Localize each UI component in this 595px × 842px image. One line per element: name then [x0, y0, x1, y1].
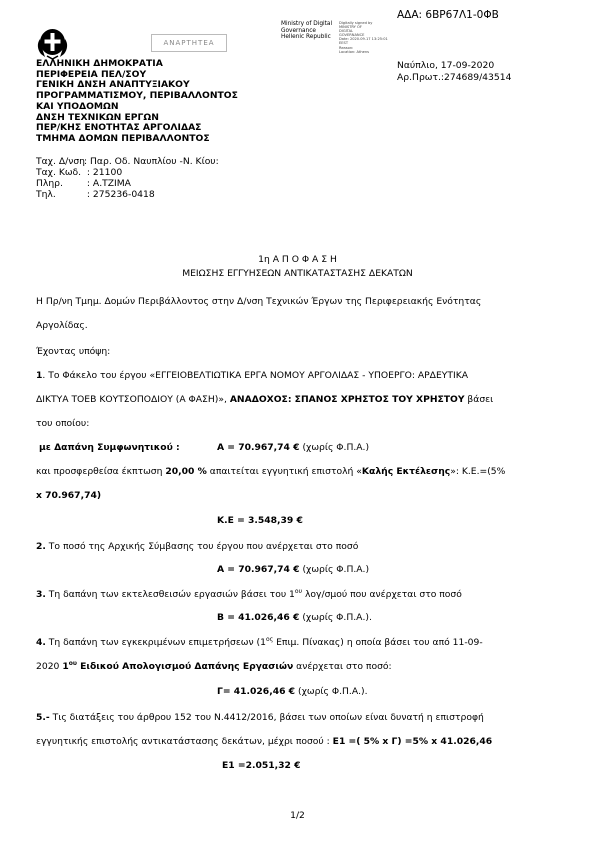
item-text: Τις διατάξεις του άρθρου 152 του Ν.4412/2016, βάσει των οποίων είναι δυνατή η επιστροφή — [49, 712, 484, 723]
item-text: 2020 — [36, 661, 63, 673]
info-row — [36, 178, 219, 189]
vat-note: (χωρίς Φ.Π.Α.). — [295, 686, 368, 697]
signature-line: GOVERNANCE — [339, 33, 365, 38]
item-number: 4. — [36, 637, 46, 649]
signature-line: Reason: — [339, 45, 354, 50]
guarantee-amount: Κ.Ε = 3.548,39 € — [217, 515, 303, 526]
item-number: 1 — [36, 370, 43, 381]
contract-row — [39, 442, 180, 453]
decision-subtitle: ΜΕΙΩΣΗΣ ΕΓΓΥΗΣΕΩΝ ΑΝΤΙΚΑΤΑΣΤΑΣΗΣ ΔΕΚΑΤΩΝ — [182, 268, 413, 279]
contract-amount — [217, 442, 369, 453]
header-line: ΓΕΝΙΚΗ ΔΝΣΗ ΑΝΑΠΤΥΞΙΑΚΟΥ — [36, 79, 190, 91]
greek-emblem-icon — [35, 27, 70, 60]
digital-signature-block — [339, 21, 388, 54]
discount-line-2: x 70.967,74) — [36, 490, 102, 501]
item-2-amount — [217, 564, 369, 575]
info-value: : Α.ΤΖΙΜΑ — [84, 178, 131, 189]
info-value: : 275236-0418 — [84, 189, 155, 200]
signature-line: Location: Athens — [339, 49, 369, 54]
header-line: ΠΕΡ/ΚΗΣ ΕΝΟΤΗΤΑΣ ΑΡΓΟΛΙΔΑΣ — [36, 122, 202, 134]
decision-title: 1η Α Π Ο Φ Α Σ Η — [258, 254, 337, 265]
header-line: ΚΑΙ ΥΠΟΔΟΜΩΝ — [36, 100, 119, 112]
item-text: ανέρχεται στο ποσό: — [293, 661, 392, 673]
intro-line: Η Πρ/νη Τμημ. Δομών Περιβάλλοντος στην Δ/νση Τεχνικών Έργων της Περιφερειακής Ενότητας — [36, 296, 482, 307]
amount-value: Γ= 41.026,46 € — [217, 686, 296, 697]
item-text: Τη δαπάνη των εκτελεσθεισών εργασιών βάσει του 1 — [45, 589, 295, 601]
formula: Ε1 =( 5% x Γ) =5% x 41.026,46 — [332, 736, 493, 747]
header-line: ΔΝΣΗ ΤΕΧΝΙΚΩΝ ΕΡΓΩΝ — [36, 111, 159, 123]
guarantee-type: Καλής Εκτέλεσης — [361, 466, 451, 477]
posting-badge: ΑΝΑΡΤΗΤΕΑ — [151, 34, 227, 52]
item-text: . Το Φάκελο του έργου «ΕΓΓΕΙΟΒΕΛΤΙΩΤΙΚΑ ΕΡΓΑ ΝΟΜΟΥ ΑΡΓΟΛΙΔΑΣ - ΥΠΟΕΡΓΟ: ΑΡΔΕΥΤΙΚΑ — [42, 370, 469, 381]
item-number: 5.- — [36, 712, 50, 723]
item-1-line — [36, 394, 493, 405]
info-row — [36, 156, 219, 167]
superscript: ος — [265, 636, 274, 643]
ministry-line: Governance — [281, 27, 316, 34]
item-text: εγγυητικής επιστολής αντικατάστασης δεκάτων, μέχρι ποσού : — [36, 736, 333, 747]
ministry-line: Ministry of Digital — [281, 21, 333, 27]
signature-line: EEST — [339, 41, 349, 46]
item-3-amount — [217, 612, 372, 623]
ada-code: ΑΔΑ: 6ΒΡ67Λ1-0ΦΒ — [397, 9, 499, 21]
item-text: Τη δαπάνη των εγκεκριμένων επιμετρήσεων (1 — [45, 637, 266, 649]
intro-line: Αργολίδας. — [36, 320, 88, 331]
item-text: και προσφερθείσα έκπτωση — [36, 466, 166, 477]
contract-label: με Δαπάνη Συμφωνητικού : — [39, 442, 180, 453]
superscript: ου — [294, 588, 303, 595]
item-text: βάσει — [464, 394, 494, 405]
signature-line: Digitally signed by — [339, 21, 373, 25]
protocol-number: Αρ.Πρωτ.:274689/43514 — [397, 72, 512, 83]
item-text: απαιτείται εγγυητική επιστολή « — [206, 466, 362, 477]
item-text: Επιμ. Πίνακας) η οποία βάσει του από 11-09- — [273, 637, 483, 649]
contractor: ΑΝΑΔΟΧΟΣ: ΣΠΑΝΟΣ ΧΡΗΣΤΟΣ ΤΟΥ ΧΡΗΣΤΟΥ — [229, 394, 465, 405]
header-line: ΠΕΡΙΦΕΡΕΙΑ ΠΕΛ/ΣΟΥ — [36, 68, 147, 80]
item-2-line — [36, 541, 358, 552]
discount-line — [36, 466, 505, 477]
item-4-line-2 — [36, 660, 392, 672]
amount-value: Α = 70.967,74 € — [217, 564, 300, 575]
document-date: Ναύπλιο, 17-09-2020 — [397, 60, 495, 71]
item-text: λογ/σμού που ανέρχεται στο ποσό — [302, 589, 462, 601]
signature-line: Date: 2020.09.17 13:25:01 — [339, 37, 388, 42]
contact-info — [36, 156, 219, 200]
item-4-amount — [217, 686, 368, 697]
info-label: Ταχ. Κωδ. — [36, 167, 82, 178]
vat-note: (χωρίς Φ.Π.Α.). — [299, 612, 372, 623]
vat-note: (χωρίς Φ.Π.Α.) — [299, 442, 370, 453]
item-3-line — [36, 588, 462, 600]
info-value: : 21100 — [84, 167, 123, 178]
signature-line: DIGITAL — [339, 29, 354, 34]
page-number: 1/2 — [290, 810, 305, 821]
amount-value: Β = 41.026,46 € — [217, 612, 300, 623]
item-number: 3. — [36, 589, 46, 601]
item-text: Το ποσό της Αρχικής Σύμβασης του έργου που ανέρχεται στο ποσό — [45, 541, 359, 552]
having-in-mind: Έχοντας υπόψη: — [36, 346, 111, 357]
header-line: ΕΛΛΗΝΙΚΗ ΔΗΜΟΚΡΑΤΙΑ — [36, 58, 163, 69]
ministry-line: Hellenic Republic — [281, 34, 331, 41]
vat-note: (χωρίς Φ.Π.Α.) — [299, 564, 370, 575]
statement-name: Ειδικού Απολογισμού Δαπάνης Εργασιών — [76, 661, 294, 673]
header-line: ΤΜΗΜΑ ΔΟΜΩΝ ΠΕΡΙΒΑΛΛΟΝΤΟΣ — [36, 132, 210, 144]
superscript: ου — [68, 660, 77, 667]
e1-amount: Ε1 =2.051,32 € — [222, 760, 301, 771]
discount-percent: 20,00 % — [165, 466, 207, 477]
issuer-header — [36, 59, 238, 145]
item-4-line — [36, 636, 483, 648]
item-1-line: του οποίου: — [36, 418, 90, 429]
info-row — [36, 189, 219, 200]
item-number: 2. — [36, 541, 46, 552]
item-1-line — [36, 370, 468, 381]
item-5-line-2 — [36, 736, 492, 747]
ministry-block — [281, 21, 332, 41]
item-text: »: Κ.Ε.=(5% — [450, 466, 506, 477]
item-5-line — [36, 712, 484, 723]
info-label: Τηλ. — [36, 189, 56, 200]
header-line: ΠΡΟΓΡΑΜΜΑΤΙΣΜΟΥ, ΠΕΡΙΒΑΛΛΟΝΤΟΣ — [36, 90, 238, 102]
info-label: Πληρ. — [36, 178, 63, 189]
info-row — [36, 167, 219, 178]
ordinal: 1 — [62, 661, 69, 673]
info-label: Ταχ. Δ/νση — [36, 156, 85, 167]
info-value: : Παρ. Οδ. Ναυπλίου -Ν. Κίου: — [84, 156, 219, 167]
signature-line: MINISTRY OF — [339, 25, 362, 30]
item-text: ΔΙΚΤΥΑ ΤΟΕΒ ΚΟΥΤΣΟΠΟΔΙΟΥ (Α ΦΑΣΗ)», — [36, 394, 230, 405]
amount-value: Α = 70.967,74 € — [217, 442, 300, 453]
